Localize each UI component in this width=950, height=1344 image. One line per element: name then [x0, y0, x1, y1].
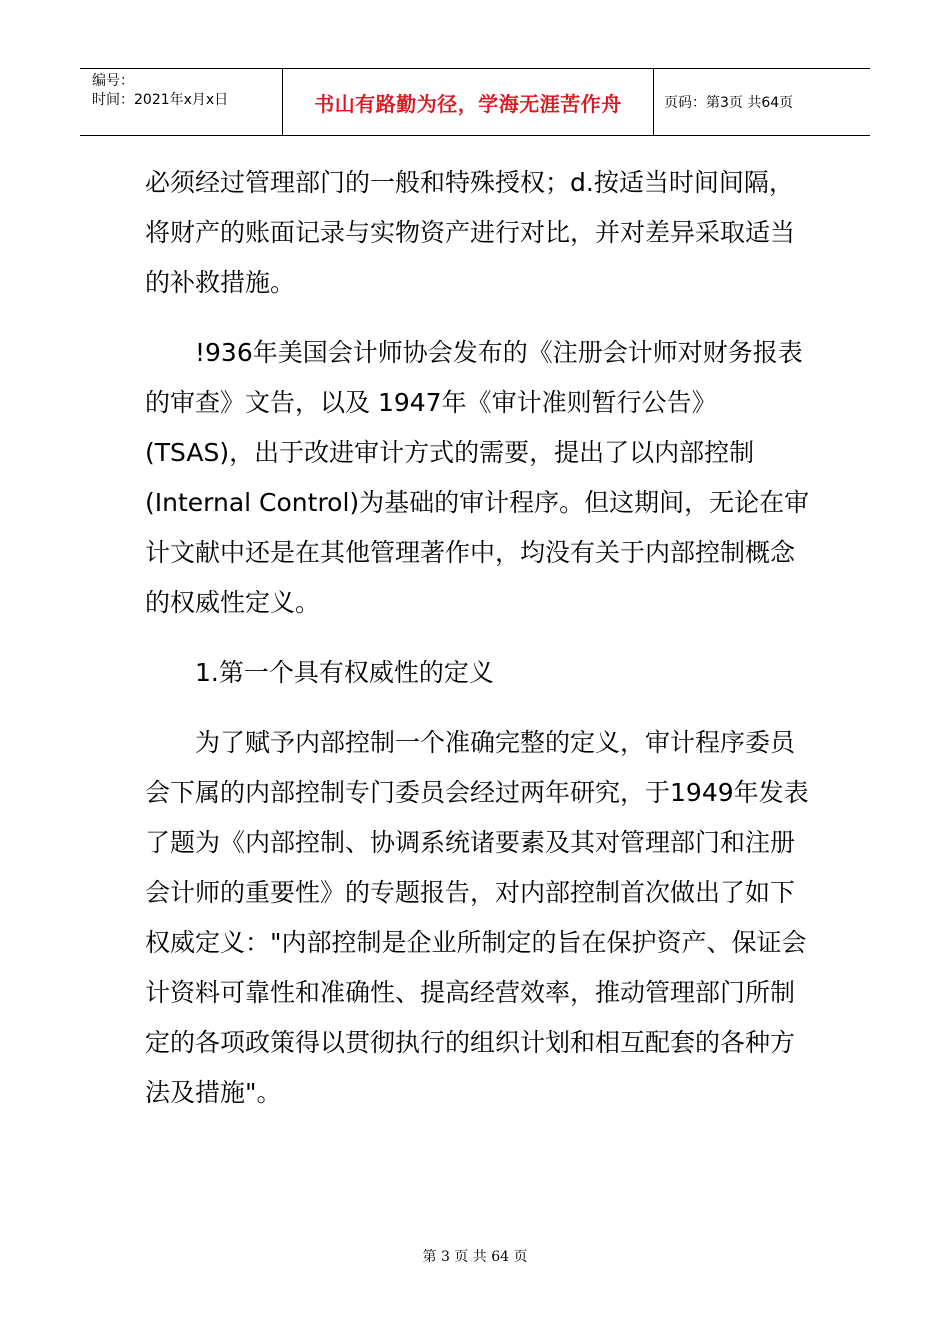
document-number-label: 编号： [92, 73, 134, 89]
paragraph-history: !936年美国会计师协会发布的《注册会计师对财务报表的审查》文告，以及 1947年《审计准则暂行公告》(TSAS)，出于改进审计方式的需要，提出了以内部控制(Internal Control)为基础的审计程序。但这期间，无论在审计文献中还是在其他管理著作中，均没有关于内部控制概念的权威性定义。 [145, 338, 810, 617]
header-page-info [654, 69, 870, 135]
document-date: 时间：2021年x月x日 [92, 92, 229, 108]
header-meta [80, 69, 282, 135]
document-body [145, 158, 815, 1118]
header-motto-cell [282, 69, 654, 135]
page-counter: 页码：第3页 共64页 [664, 95, 794, 111]
motto-text: 书山有路勤为径，学海无涯苦作舟 [314, 91, 622, 116]
paragraph-continuation: 必须经过管理部门的一般和特殊授权；d.按适当时间间隔，将财产的账面记录与实物资产进行对比，并对差异采取适当的补救措施。 [145, 168, 796, 297]
paragraph-definition: 为了赋予内部控制一个准确完整的定义，审计程序委员会下属的内部控制专门委员会经过两年研究，于1949年发表了题为《内部控制、协调系统诸要素及其对管理部门和注册会计师的重要性》的专题报告，对内部控制首次做出了如下权威定义："内部控制是企业所制定的旨在保护资产、保证会计资料可靠性和准确性、提高经营效率，推动管理部门所制定的各项政策得以贯彻执行的组织计划和相互配套的各种方法及措施"。 [145, 728, 809, 1107]
section-heading: 1.第一个具有权威性的定义 [195, 658, 494, 687]
page-footer: 第 3 页 共 64 页 [422, 1249, 528, 1265]
page-header [80, 68, 870, 136]
